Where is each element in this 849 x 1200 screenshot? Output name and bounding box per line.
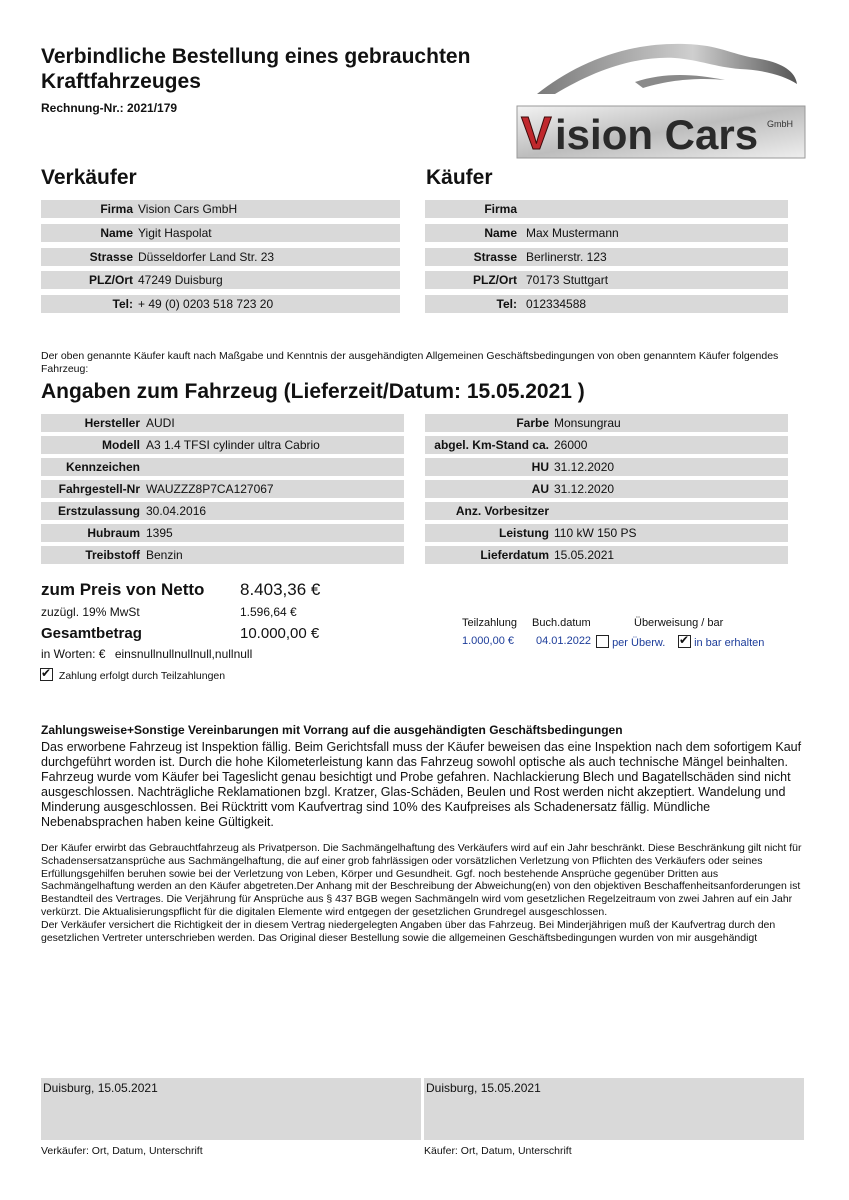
vehicle-label: Lieferdatum	[480, 548, 549, 562]
vehicle-label: Kennzeichen	[65, 460, 140, 474]
buyer-row-tel	[425, 295, 788, 313]
words-label: in Worten: €	[41, 647, 106, 661]
terms-heading: Zahlungsweise+Sonstige Vereinbarungen mit Vorrang auf die ausgehändigten Geschäftsbedingungen	[41, 723, 623, 737]
vehicle-label: Modell	[102, 438, 140, 452]
vehicle-label: Erstzulassung	[57, 504, 140, 518]
vehicle-value: 1395	[146, 526, 173, 540]
payment-date-cell	[536, 635, 591, 647]
words-value: einsnullnullnullnull,nullnull	[114, 647, 253, 661]
vehicle-value: Benzin	[146, 548, 183, 562]
payment-date: 04.01.2022	[536, 635, 592, 647]
buyer-signature-box[interactable]	[424, 1078, 804, 1140]
document-title: Verbindliche Bestellung eines gebrauchten Kraftfahrzeuges	[41, 45, 471, 93]
vehicle-row-modell	[41, 436, 404, 454]
buyer-value: Max Mustermann	[526, 226, 619, 240]
buyer-label: Tel:	[496, 297, 517, 311]
seller-label: Strasse	[89, 250, 133, 264]
svg-text:GmbH: GmbH	[767, 119, 794, 129]
buyer-value: 012334588	[526, 297, 587, 311]
buyer-value: Berlinerstr. 123	[526, 250, 607, 264]
seller-row-firma	[41, 200, 400, 218]
vehicle-row-leistung	[425, 524, 788, 542]
cash-label: in bar erhalten	[694, 637, 765, 649]
vehicle-value: Monsungrau	[554, 416, 621, 430]
vehicle-row-au	[425, 480, 788, 498]
buyer-row-firma	[425, 200, 788, 218]
seller-label: Tel:	[112, 297, 133, 311]
vehicle-value: 15.05.2021	[554, 548, 615, 562]
seller-row-name	[41, 224, 400, 242]
vehicle-label: Farbe	[516, 416, 549, 430]
seller-signature-caption: Verkäufer: Ort, Datum, Unterschrift	[41, 1145, 203, 1157]
payments-header-method: Überweisung / bar	[634, 617, 724, 629]
transfer-checkbox[interactable]	[596, 635, 609, 648]
seller-signature-box[interactable]	[41, 1078, 421, 1140]
seller-label: Firma	[100, 202, 133, 216]
vehicle-row-kennzeichen	[41, 458, 404, 476]
seller-place-date: Duisburg, 15.05.2021	[43, 1081, 158, 1095]
vehicle-label: Treibstoff	[85, 548, 140, 562]
buyer-label: Strasse	[473, 250, 517, 264]
seller-row-strasse	[41, 248, 400, 266]
company-logo	[515, 36, 807, 162]
vehicle-label: abgel. Km-Stand ca.	[434, 438, 549, 452]
seller-value: + 49 (0) 0203 518 723 20	[138, 297, 274, 311]
terms-p2-text: Der Käufer erwirbt das Gebrauchtfahrzeug als Privatperson. Die Sachmängelhaftung des Verkäufers wird auf ein Jahr beschränkt. Diese Beschränkung gilt nicht für Schadensersatzansprüche aus Sachmängelhaftung, die auf einer grob fahrlässigen oder vorsätzlichen Verletzung von Pflichten des Verkäufers oder seines Erfüllungsgehilfen beruhen sowie bei der Verletzung von Leben, Körper und Gesundheit. Ggf. noch bestehende Ansprüche gegenüber Dritten aus Sachmängelhaftung werden an den Käufer abgetreten.Der Anhang mit der Beschreibung der Abweichung(en) von den objektiven Beschaffenheitsanforderungen ist Bestandteil des Vertrages. Die Verjährung für Ansprüche aus § 437 BGB wegen Sachmängeln wird vom gesetzlichen Regelzeitraum von zwei Jahren auf ein Jahr verkürzt. Die Aktualisierungspflicht für die digitalen Elemente wird entgegen der gesetzlichen Grundregel ausgeschlossen.	[41, 842, 802, 918]
vehicle-row-farbe	[425, 414, 788, 432]
buyer-signature-caption: Käufer: Ort, Datum, Unterschrift	[424, 1145, 572, 1157]
seller-label: PLZ/Ort	[89, 273, 133, 287]
net-price-value: 8.403,36 €	[240, 580, 321, 599]
buyer-row-strasse	[425, 248, 788, 266]
svg-text:V: V	[521, 107, 552, 159]
seller-value: Yigit Haspolat	[138, 226, 212, 240]
terms-p3-text: Der Verkäufer versichert die Richtigkeit der in diesem Vertrag niedergelegten Angaben über das Fahrzeug. Bei Minderjährigen muß der Kaufvertrag durch den gesetzlichen Vertreter unterschrieben werden. Das Original dieser Bestellung sowie die allgemeinen Geschäftsbedingungen wurden von mir ausgehändigt	[41, 918, 776, 944]
buyer-value: 70173 Stuttgart	[526, 273, 609, 287]
vehicle-heading: Angaben zum Fahrzeug (Lieferzeit/Datum: 15.05.2021 )	[41, 380, 585, 403]
vehicle-value: 26000	[554, 438, 588, 452]
vehicle-row-km	[425, 436, 788, 454]
seller-heading: Verkäufer	[41, 166, 137, 189]
total-label: Gesamtbetrag	[41, 625, 142, 642]
payment-row	[462, 635, 514, 647]
payments-header-amount: Teilzahlung	[462, 617, 518, 629]
vehicle-label: Hubraum	[87, 526, 140, 540]
net-price-label: zum Preis von Netto	[41, 580, 205, 599]
invoice-number: Rechnung-Nr.: 2021/179	[41, 101, 178, 115]
seller-row-plz	[41, 271, 400, 289]
vehicle-row-vorbesitzer	[425, 502, 788, 520]
buyer-row-name	[425, 224, 788, 242]
vat-value: 1.596,64 €	[240, 605, 297, 619]
payment-cash-option	[678, 635, 764, 649]
vehicle-row-lieferdatum	[425, 546, 788, 564]
amount-in-words	[41, 647, 252, 661]
buyer-place-date: Duisburg, 15.05.2021	[426, 1081, 541, 1095]
vehicle-row-fahrgestell	[41, 480, 404, 498]
seller-value: 47249 Duisburg	[138, 273, 223, 287]
vehicle-value: 31.12.2020	[554, 460, 615, 474]
seller-label: Name	[100, 226, 133, 240]
seller-value: Düsseldorfer Land Str. 23	[138, 250, 275, 264]
vehicle-value: A3 1.4 TFSI cylinder ultra Cabrio	[146, 438, 320, 452]
vehicle-label: Leistung	[499, 526, 549, 540]
svg-text:ision Cars: ision Cars	[555, 111, 759, 158]
vehicle-label: HU	[531, 460, 549, 474]
installment-checkbox[interactable]	[40, 668, 53, 681]
vehicle-row-hubraum	[41, 524, 404, 542]
buyer-heading: Käufer	[426, 166, 493, 189]
seller-row-tel	[41, 295, 400, 313]
installment-option	[40, 668, 225, 682]
terms-paragraph-2	[41, 842, 811, 944]
vehicle-label: Hersteller	[84, 416, 140, 430]
buyer-label: Firma	[484, 202, 517, 216]
cash-checkbox[interactable]	[678, 635, 691, 648]
vehicle-label: Anz. Vorbesitzer	[455, 504, 549, 518]
payment-transfer-option	[596, 635, 665, 649]
payment-amount: 1.000,00 €	[462, 635, 514, 647]
vehicle-value: AUDI	[146, 416, 175, 430]
payments-header-date: Buch.datum	[532, 617, 591, 629]
vat-label: zuzügl. 19% MwSt	[41, 605, 140, 619]
terms-paragraph-1: Das erworbene Fahrzeug ist Inspektion fällig. Beim Gerichtsfall muss der Käufer beweisen das eine Inspektion nach dem sofortigem Kauf durchgeführt worden ist. Durch die hohe Kilometerleistung kann das Fahrzeug sowohl optische als auch technische Mängel beinhalten. Fahrzeug wurde vom Käufer bei Tageslicht genau besichtigt und Probe gefahren. Nachlackierung Blech und Bagatellschäden sind nicht ausgeschlossen. Nachträgliche Reklamationen bzgl. Kratzer, Glas-Schäden, Beulen und Rost werden nicht akzeptiert. Wandelung und Minderung ausgeschlossen. Bei Rücktritt vom Kaufvertrag sind 10% des Kaufpreises als Schadenersatz fällig. Mündliche Nebenabsprachen haben keine Gültigkeit.	[41, 740, 802, 829]
installment-note: Zahlung erfolgt durch Teilzahlungen	[58, 670, 226, 682]
vehicle-row-treibstoff	[41, 546, 404, 564]
vehicle-label: AU	[531, 482, 549, 496]
vehicle-row-hu	[425, 458, 788, 476]
logo-graphic	[515, 36, 807, 162]
transfer-label: per Überw.	[612, 637, 666, 649]
buyer-label: Name	[484, 226, 517, 240]
vehicle-label: Fahrgestell-Nr	[58, 482, 140, 496]
seller-value: Vision Cars GmbH	[138, 202, 238, 216]
vehicle-value: WAUZZZ8P7CA127067	[146, 482, 274, 496]
vehicle-row-erstzulassung	[41, 502, 404, 520]
buyer-row-plz	[425, 271, 788, 289]
vehicle-value: 30.04.2016	[146, 504, 207, 518]
buyer-label: PLZ/Ort	[473, 273, 517, 287]
vehicle-row-hersteller	[41, 414, 404, 432]
vehicle-value: 31.12.2020	[554, 482, 615, 496]
vehicle-value: 110 kW 150 PS	[554, 526, 637, 540]
purchase-intro: Der oben genannte Käufer kauft nach Maßgabe und Kenntnis der ausgehändigten Allgemeinen Geschäftsbedingungen von oben genanntem Käufer folgendes Fahrzeug:	[41, 350, 779, 375]
total-value: 10.000,00 €	[240, 625, 320, 642]
